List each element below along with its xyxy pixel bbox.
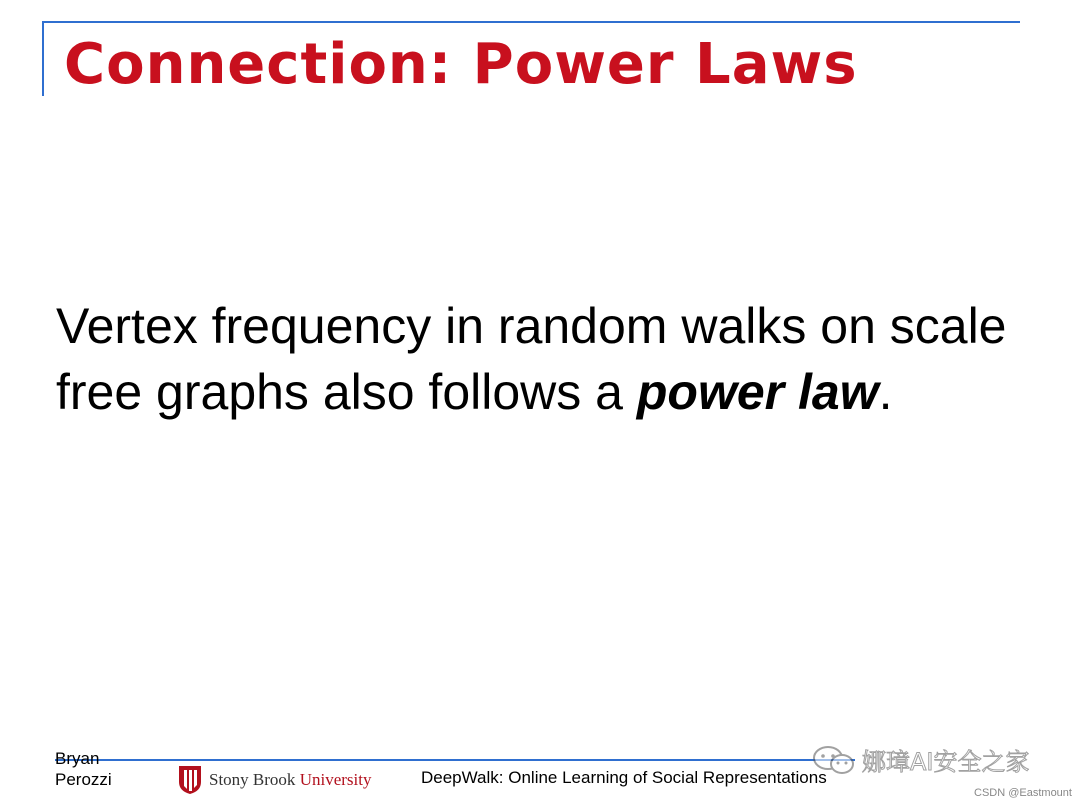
social-watermark: [812, 742, 1030, 777]
title-frame-top-line: [42, 21, 1020, 23]
author-last-name: Perozzi: [55, 770, 112, 789]
stony-brook-shield-icon: [178, 765, 202, 795]
body-emphasis: power law: [636, 364, 879, 420]
slide-body: [56, 293, 1036, 425]
csdn-watermark: CSDN @Eastmount: [974, 787, 1072, 799]
author-first-name: Bryan: [55, 749, 100, 768]
footer-author: [55, 748, 112, 790]
presentation-title: DeepWalk: Online Learning of Social Representations: [421, 768, 827, 787]
wechat-icon: [812, 745, 856, 775]
logo-wordmark-main: Stony Brook: [209, 770, 300, 789]
stony-brook-logo: [178, 765, 371, 795]
footer-divider-line: [55, 759, 855, 761]
title-frame-left-line: [42, 21, 44, 96]
logo-wordmark-accent: University: [299, 770, 372, 789]
body-text-start: Vertex frequency in random walks on scale free graphs also follows a: [56, 298, 1007, 420]
slide-title: Connection: Power Laws: [64, 32, 858, 97]
social-watermark-text: 娜璋AI安全之家: [862, 748, 1030, 776]
logo-wordmark: [209, 770, 371, 790]
body-text-end: .: [878, 364, 893, 420]
